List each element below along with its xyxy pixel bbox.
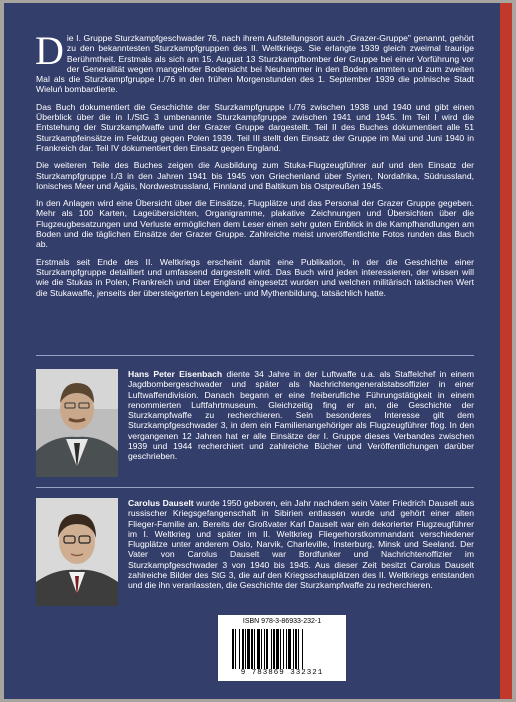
- isbn-label: ISBN 978-3-86933-232-1: [242, 618, 322, 625]
- divider-rule: [36, 355, 474, 356]
- author-bio: Hans Peter Eisenbach diente 34 Jahre in der Luftwaffe u.a. als Staffelchef in einem Jagdbombergeschwader und später als Nachrichtengeneralstabsoffizier in einer Luftwaffendivision. Danach begann er eine freiberufliche Führungstätigkeit in einem renommierten Luftfahrtmuseum. Gleichzeitig fing er an, die Geschichte der Sturzkampfwaffe zu recherchieren. Sein besonderes Interesse gilt dem Sturzkampfgeschwader 3, in dem ein Familienangehöriger als Flugzeugführer flog. In den vergangenen 12 Jahren hat er alle Einsätze der I. Gruppe dieses Verbandes zwischen 1939 und 1944 recherchiert und zahlreiche Bücher und Veröffentlichungen darüber geschrieben.: [128, 369, 474, 462]
- back-cover: [4, 3, 512, 699]
- blurb-paragraph-3: Die weiteren Teile des Buches zeigen die Ausbildung zum Stuka-Flugzeugführer auf und den Einsatz der Sturzkampfgruppe I./3 in den Jahren 1941 bis 1945 von Griechenland über Syrien, Nordafrika, Südrussland, Ionisches Meer und Ägäis, Nordwestrussland, Finnland und Baltikum bis Ostpreußen 1945.: [36, 160, 474, 191]
- drop-cap: D: [35, 28, 64, 73]
- divider-rule: [36, 487, 474, 488]
- book-blurb: [35, 28, 474, 305]
- blurb-paragraph-5: Erstmals seit Ende des II. Weltkriegs erscheint damit eine Publikation, in der die Geschichte einer Sturzkampfgruppe detailliert und umfassend dargestellt wird. Das Buch wird jeden interessieren, der wissen will wie die Stukas in Polen, Frankreich und über England eingesetzt wurden und welchen militärisch taktischen Wert die Stukawaffe, jenseits der übersteigerten Legenden- und Mythenbildung, tatsächlich hatte.: [36, 256, 474, 298]
- author-bio: Carolus Dauselt wurde 1950 geboren, ein Jahr nachdem sein Vater Friedrich Dauselt aus russischer Kriegsgefangenschaft in Sibirien entlassen wurde und gehört einer alten Flieger-Familie an. Bereits der Großvater Karl Dauselt war ein dekorierter Flugzeugführer im I. Weltkrieg und später im II. Weltkrieg Fliegerhorstkommandant verschiedener Flugplätze unter anderem Oslo, Narvik, Charleville, Insterburg, Minsk und Seeland. Der Vater von Carolus Dauselt war Bordfunker und Nachrichtenoffizier im Sturzkampfgeschwader 3 von 1940 bis 1945. Aus dieser Zeit besitzt Carolus Dauselt zahlreiche Bilder des StG 3, die auf den Kriegsschauplätzen des II. Weltkriegs entstanden und die ihn veranlassten, die Geschichte der Sturzkampfwaffe zu recherchieren.: [128, 498, 474, 591]
- isbn-barcode-box: [218, 615, 346, 681]
- blurb-paragraph-1: Die I. Gruppe Sturzkampfgeschwader 76, nach ihrem Aufstellungsort auch „Grazer-Gruppe" genannt, gehört zu den bekanntesten Sturzkampfgruppen des II. Weltkriegs. Sie erlangte 1939 gleich zweimal traurige Berühmtheit. Erstmals als sich am 15. August 13 Sturzkampfbomber der Gruppe bei einer Vorführung vor der Generalität wegen mangelnder Bodensicht bei Neuhammer in den Boden rammten und zum zweiten Mal als die Sturzkampfgruppe I./76 in den frühen Morgenstunden des 1. September 1939 die polnische Stadt Wieluń bombardierte.: [35, 28, 474, 95]
- barcode-icon: [230, 629, 334, 669]
- blurb-paragraph-2: Das Buch dokumentiert die Geschichte der Sturzkampfgruppe I./76 zwischen 1938 und 1940 und gibt einen Überblick über die in I./StG 3 umbenannte Sturzkampfgruppe zwischen 1941 und 1945. Im Teil I wird die Entstehung der Sturzkampfwaffe und der Grazer Gruppe dargestellt. Teil II des Buches dokumentiert alle 51 Sturzkampfeinsätze im Feldzug gegen Polen 1939. Teil III stellt den Einsatz der Gruppe im Mai und Juni 1940 in Frankreich dar. Teil IV dokumentiert den Einsatz gegen England.: [36, 101, 474, 153]
- author-name: Carolus Dauselt: [128, 498, 194, 508]
- author-name: Hans Peter Eisenbach: [128, 369, 223, 379]
- isbn-digits: 9 783869 332321: [240, 669, 324, 677]
- blurb-paragraph-4: In den Anlagen wird eine Übersicht über die Einsätze, Flugplätze und das Personal der Grazer Gruppe gegeben. Mehr als 100 Karten, Lageübersichten, Organigramme, plakative Zeichnungen und Übersichten über die Flugzeugbesatzungen und Verluste ermöglichen dem Leser einen sehr guten Einblick in die Kampfhandlungen am Boden und die täglichen Einsätze der Grazer Gruppe. Zahlreiche meist unveröffentlichte Fotos runden das Buch ab.: [36, 198, 474, 250]
- red-spine-stripe: [500, 3, 512, 699]
- author-photo: [36, 498, 118, 606]
- author-photo: [36, 369, 118, 477]
